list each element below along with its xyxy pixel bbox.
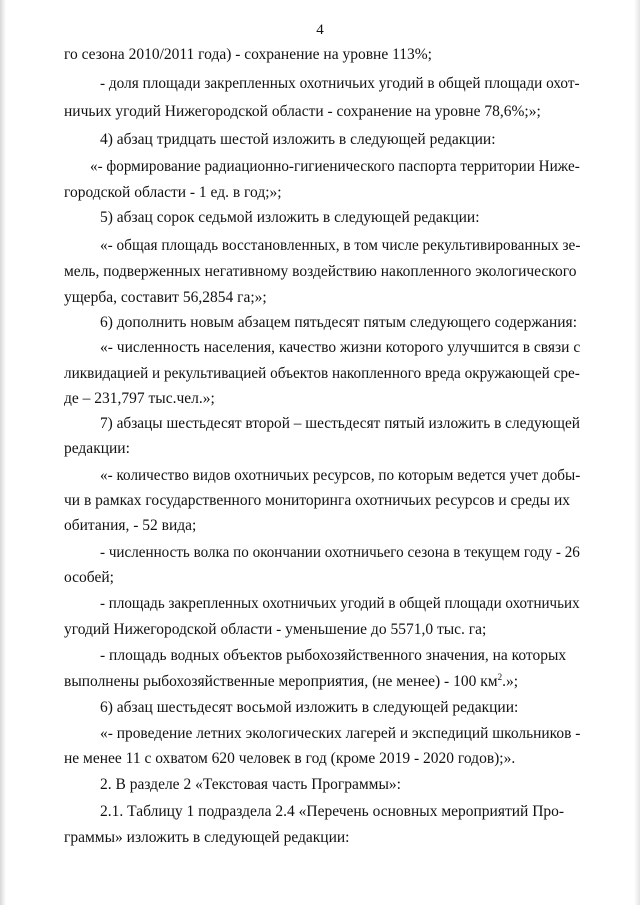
text-line: 5) абзац сорок седьмой изложить в следующей редакции: [100,209,480,226]
text-line: «- проведение летних экологических лагерей и экспедиций школьников - [100,725,581,742]
page-number: 4 [316,22,324,38]
text-line: - площадь закрепленных охотничьих угодий в общей площади охотничьих [100,595,580,612]
text-line: 4) абзац тридцать шестой изложить в следующей редакции: [100,131,496,148]
text-line: угодий Нижегородской области - уменьшение до 5571,0 тыс. га; [64,621,487,638]
text-line: особей; [64,569,114,586]
text-line: - площадь водных объектов рыбохозяйственного значения, на которых [100,647,567,664]
text-line: 7) абзацы шестьдесят второй – шестьдесят пятый изложить в следующей [100,415,580,432]
text-line: де – 231,797 тыс.чел.»; [64,390,215,407]
text-span: выполнены рыбохозяйственные мероприятия, (не менее) - 100 км [64,673,498,690]
text-line: «- количество видов охотничьих ресурсов, по которым ведется учет добы- [100,467,581,484]
text-line: - численность волка по окончании охотничьего сезона в текущем году - 26 [100,544,580,561]
text-line: редакции: [64,440,130,457]
superscript: 2 [497,671,503,682]
text-line: 6) абзац шестьдесят восьмой изложить в следующей редакции: [100,699,519,716]
text-line: чи в рамках государственного мониторинга охотничьих ресурсов и среды их [64,492,571,509]
text-line: го сезона 2010/2011 года) - сохранение на уровне 113%; [64,46,432,63]
text-line: 2.1. Таблицу 1 подраздела 2.4 «Перечень основных мероприятий Про- [100,803,565,820]
text-line-with-superscript [64,672,518,692]
text-span: .»; [502,673,518,690]
text-line: 6) дополнить новым абзацем пятьдесят пятым следующего содержания: [100,314,577,331]
text-line: - доля площади закрепленных охотничьих угодий в общей площади охот- [100,75,580,92]
text-line: «- формирование радиационно-гигиенического паспорта территории Ниже- [90,158,580,175]
text-line: ущерба, составит 56,2854 га;»; [64,289,267,306]
text-line: «- численность населения, качество жизни которого улучшится в связи с [100,339,581,356]
text-line: граммы» изложить в следующей редакции: [64,829,350,846]
text-line: «- общая площадь восстановленных, в том числе рекультивированных зе- [100,237,581,254]
scan-edge-right [634,0,640,905]
text-line: ликвидацией и рекультивацией объектов накопленного вреда окружающей сре- [64,365,580,382]
scan-edge-left [0,0,6,905]
text-line: городской области - 1 ед. в год;»; [64,184,282,201]
text-line: 2. В разделе 2 «Текстовая часть Программы»: [100,776,401,793]
text-line: не менее 11 с охватом 620 человек в год (кроме 2019 - 2020 годов);». [64,750,516,767]
text-line: ничьих угодий Нижегородской области - сохранение на уровне 78,6%;»; [64,103,541,120]
text-line: обитания, - 52 вида; [64,517,197,534]
text-line: мель, подверженных негативному воздействию накопленного экологического [64,263,577,280]
